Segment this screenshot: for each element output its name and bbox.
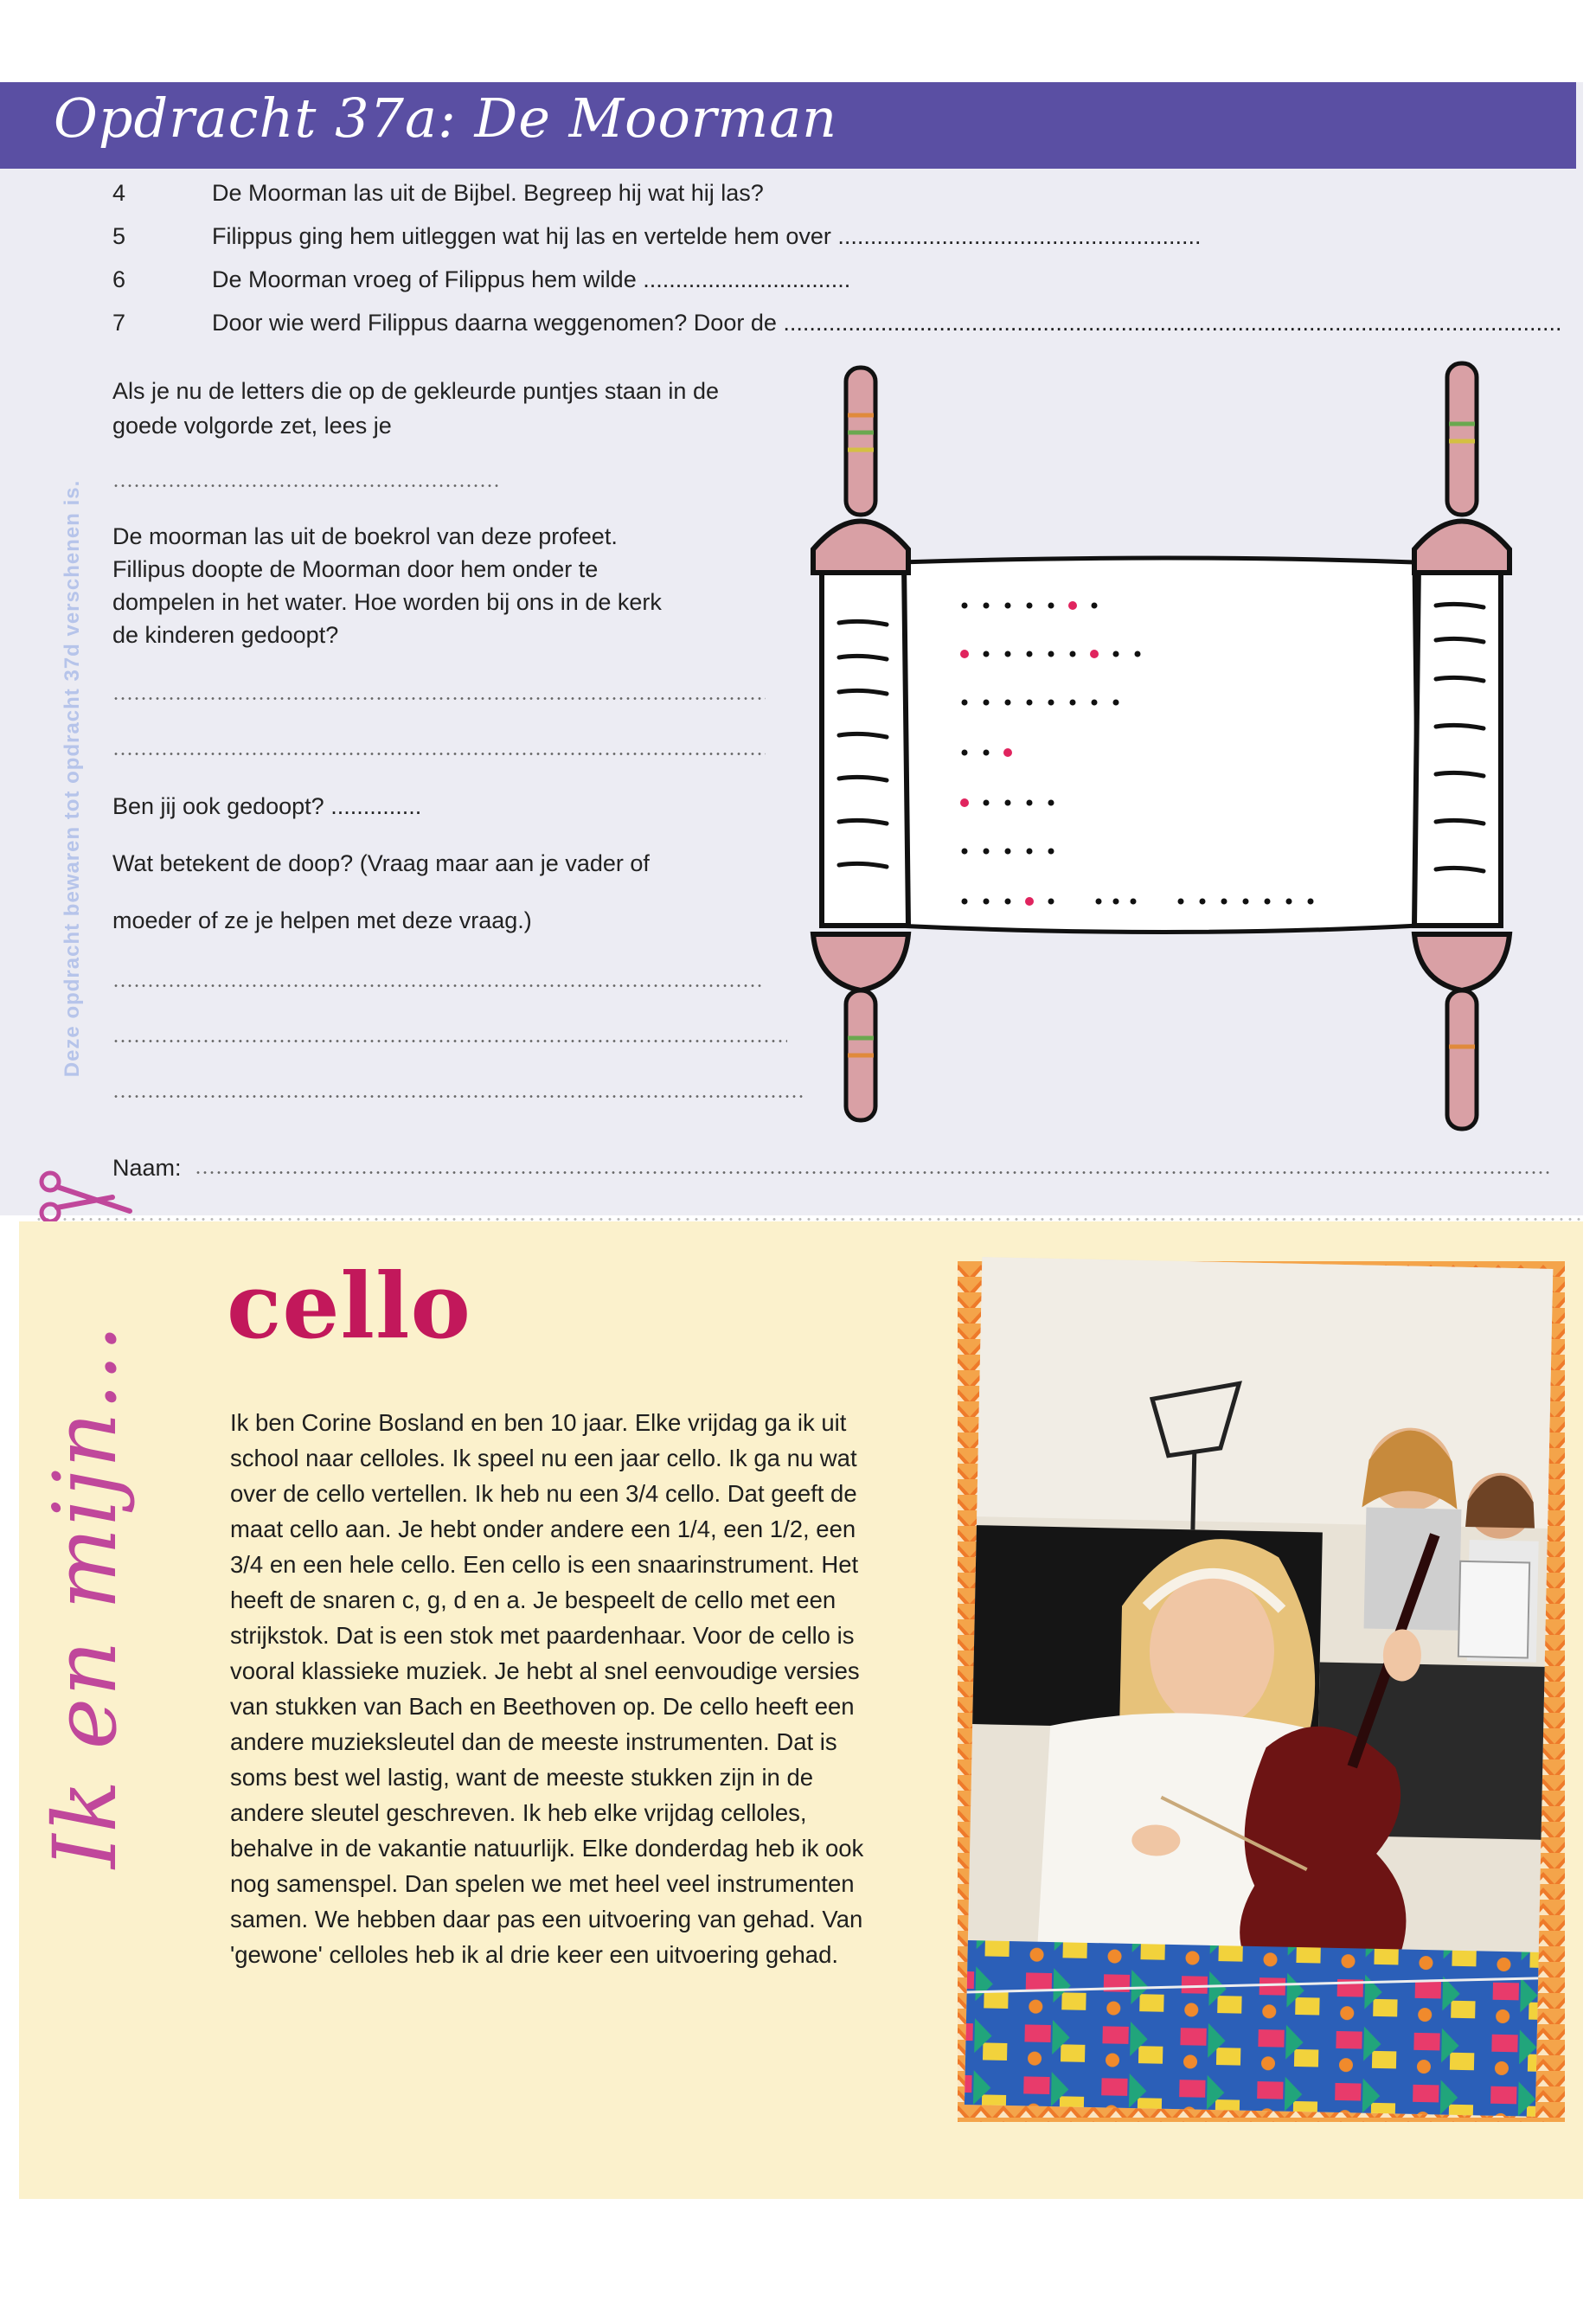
answer-line[interactable] — [112, 1095, 804, 1098]
question-text: De Moorman las uit de Bijbel. Begreep hij wat hij las? — [212, 180, 764, 206]
prophet-line-2: Fillipus doopte de Moorman door hem onder te — [112, 556, 599, 582]
meaning-line-1: Wat betekent de doop? (Vraag maar aan je vader of — [112, 850, 650, 876]
instruction-line-2: goede volgorde zet, lees je — [112, 413, 392, 439]
prophet-line-1: De moorman las uit de boekrol van deze profeet. — [112, 523, 618, 549]
meaning-line-2: moeder of ze je helpen met deze vraag.) — [112, 907, 532, 933]
question-number: 7 — [112, 310, 126, 336]
question-number: 4 — [112, 180, 126, 206]
torah-scroll-illustration — [809, 346, 1570, 1142]
prophet-line-4: de kinderen gedoopt? — [112, 622, 339, 648]
side-note: Deze opdracht bewaren tot opdracht 37d verschenen is. — [61, 479, 84, 1078]
question-text: Door wie werd Filippus daarna weggenomen? Door de ........................................................................................................................ — [212, 310, 1562, 336]
answer-line[interactable] — [112, 753, 766, 755]
question-number: 5 — [112, 223, 126, 249]
answer-line[interactable] — [112, 984, 761, 987]
question-text: Filippus ging hem uitleggen wat hij las en vertelde hem over ........................................................ — [212, 223, 1202, 249]
answer-line[interactable] — [112, 697, 766, 700]
question-text: De Moorman vroeg of Filippus hem wilde ................................ — [212, 266, 851, 292]
feature-side-title: Ik en mijn... — [35, 1323, 136, 1868]
prophet-line-3: dompelen in het water. Hoe worden bij ons in de kerk — [112, 589, 662, 615]
cut-line — [35, 1218, 1583, 1221]
cello-photo — [947, 1246, 1572, 2128]
name-field[interactable] — [195, 1171, 1553, 1174]
question-number: 6 — [112, 266, 126, 292]
name-label: Naam: — [112, 1155, 182, 1181]
feature-title: cello — [227, 1253, 471, 1359]
instruction-line-1: Als je nu de letters die op de gekleurde puntjes staan in de — [112, 378, 719, 404]
worksheet-title: Opdracht 37a: De Moorman — [54, 87, 838, 150]
baptized-question: Ben jij ook gedoopt? .............. — [112, 793, 422, 819]
answer-line[interactable] — [112, 484, 502, 487]
feature-story: Ik ben Corine Bosland en ben 10 jaar. Elke vrijdag ga ik uit school naar celloles. Ik speel nu een jaar cello. Ik ga nu wat over de cello vertellen. Ik heb nu een 3/4 cello. Dat geeft de maat cello aan. Je hebt onder andere een 1/4, een 1/2, een 3/4 en een hele cello. Een cello is een snaarinstrument. Het heeft de snaren c, g, d en a. Je bespeelt de cello met een strijkstok. Dat is een stok met paardenhaar. Voor de cello is vooral klassieke muziek. Je hebt al snel eenvoudige versies van stukken van Bach en Beethoven op. De cello heeft een andere muzieksleutel dan de meeste instrumenten. Dat is soms best wel lastig, want de meeste stukken zijn in de andere sleutel geschreven. Ik heb elke vrijdag celloles, behalve in de vakantie natuurlijk. Elke donderdag heb ik ook nog samenspel. Dan spelen we met heel veel instrumenten samen. We hebben daar pas een uitvoering van gehad. Van 'gewone' celloles heb ik al drie keer een uitvoering gehad. — [230, 1409, 864, 1968]
answer-line[interactable] — [112, 1040, 787, 1042]
